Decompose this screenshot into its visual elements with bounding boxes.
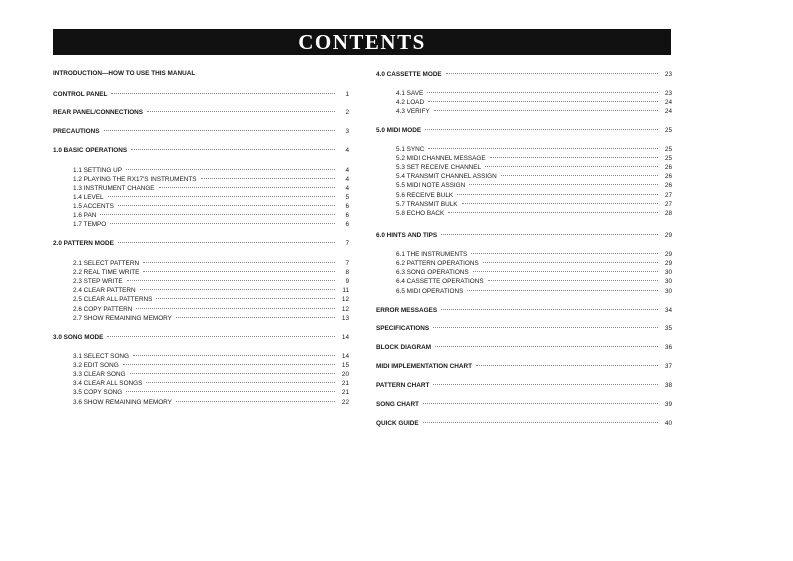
- toc-entry-page: 2: [345, 109, 349, 116]
- toc-entry-label: 2.2 REAL TIME WRITE: [73, 269, 140, 276]
- toc-entry-label: ERROR MESSAGES: [376, 307, 438, 314]
- toc-entry-label: 4.3 VERIFY: [396, 108, 430, 115]
- toc-entry-label: 1.2 PLAYING THE RX17'S INSTRUMENTS: [73, 176, 197, 183]
- toc-entry-label: 2.1 SELECT PATTERN: [73, 260, 140, 267]
- toc-entry-page: 6: [345, 221, 349, 228]
- toc-entry-page: 26: [664, 164, 672, 171]
- toc-entry-page: 29: [664, 251, 672, 258]
- toc-entry-page: 22: [341, 399, 349, 406]
- toc-entry-label: MIDI IMPLEMENTATION CHART: [376, 363, 472, 370]
- toc-entry-page: 23: [664, 90, 672, 97]
- toc-entry: [53, 240, 349, 250]
- toc-entry: [53, 315, 349, 325]
- toc-entry: [53, 91, 349, 101]
- toc-entry-label: 2.4 CLEAR PATTERN: [73, 287, 136, 294]
- toc-entry-label: CONTROL PANEL: [53, 91, 108, 98]
- toc-entry-page: 24: [664, 108, 672, 115]
- dot-leader: [425, 129, 658, 130]
- toc-entry-page: 14: [341, 334, 349, 341]
- dot-leader: [471, 253, 658, 254]
- toc-entry-label: 3.1 SELECT SONG: [73, 353, 129, 360]
- toc-entry-label: REAR PANEL/CONNECTIONS: [53, 109, 144, 116]
- toc-entry-page: 30: [664, 278, 672, 285]
- toc-entry-page: 21: [341, 380, 349, 387]
- toc-entry-page: 7: [345, 260, 349, 267]
- dot-leader: [433, 327, 658, 328]
- toc-entry: [376, 278, 672, 288]
- toc-entry-label: 5.1 SYNC: [396, 146, 425, 153]
- toc-entry-label: 4.1 SAVE: [396, 90, 424, 97]
- dot-leader: [433, 384, 658, 385]
- toc-entry: [53, 296, 349, 306]
- toc-entry-page: 15: [341, 362, 349, 369]
- toc-entry-page: 27: [664, 201, 672, 208]
- toc-entry: [376, 108, 672, 118]
- toc-entry-label: 5.3 SET RECEIVE CHANNEL: [396, 164, 482, 171]
- toc-entry: [376, 382, 672, 392]
- toc-entry-label: 5.4 TRANSMIT CHANNEL ASSIGN: [396, 173, 497, 180]
- dot-leader: [126, 391, 335, 392]
- toc-entry-label: 5.8 ECHO BACK: [396, 210, 445, 217]
- toc-entry: [53, 399, 349, 409]
- dot-leader: [140, 289, 335, 290]
- dot-leader: [176, 401, 335, 402]
- toc-entry-label: 1.0 BASIC OPERATIONS: [53, 147, 128, 154]
- toc-entry-label: 1.4 LEVEL: [73, 194, 104, 201]
- toc-entry-page: 13: [341, 315, 349, 322]
- dot-leader: [427, 92, 658, 93]
- toc-entry-label: PATTERN CHART: [376, 382, 430, 389]
- toc-entry: [53, 128, 349, 138]
- dot-leader: [143, 262, 335, 263]
- toc-entry-page: 34: [664, 307, 672, 314]
- dot-leader: [488, 280, 658, 281]
- dot-leader: [111, 93, 335, 94]
- toc-entry-label: 6.0 HINTS AND TIPS: [376, 232, 438, 239]
- toc-entry-page: 25: [664, 127, 672, 134]
- dot-leader: [126, 169, 335, 170]
- toc-entry-label: PRECAUTIONS: [53, 128, 100, 135]
- toc-entry-label: 3.2 EDIT SONG: [73, 362, 119, 369]
- toc-entry-page: 23: [664, 71, 672, 78]
- dot-leader: [136, 308, 335, 309]
- toc-entry-label: 2.6 COPY PATTERN: [73, 306, 133, 313]
- dot-leader: [133, 355, 335, 356]
- toc-entry: [376, 71, 672, 81]
- toc-entry-page: 39: [664, 401, 672, 408]
- dot-leader: [441, 309, 658, 310]
- toc-entry-label: 3.3 CLEAR SONG: [73, 371, 126, 378]
- toc-entry-label: 3.4 CLEAR ALL SONGS: [73, 380, 143, 387]
- toc-entry-page: 12: [341, 306, 349, 313]
- toc-entry-page: 4: [345, 147, 349, 154]
- dot-leader: [107, 336, 335, 337]
- toc-entry-page: 28: [664, 210, 672, 217]
- toc-entry: [376, 182, 672, 192]
- dot-leader: [448, 212, 658, 213]
- toc-entry-label: 6.1 THE INSTRUMENTS: [396, 251, 468, 258]
- dot-leader: [469, 184, 658, 185]
- toc-entry-page: 29: [664, 260, 672, 267]
- toc-entry-page: 37: [664, 363, 672, 370]
- toc-entry: [376, 344, 672, 354]
- toc-entry-label: 1.5 ACCENTS: [73, 203, 114, 210]
- toc-entry-label: 2.5 CLEAR ALL PATTERNS: [73, 296, 153, 303]
- toc-entry-page: 6: [345, 203, 349, 210]
- toc-entry-page: 7: [345, 240, 349, 247]
- toc-entry: [53, 109, 349, 119]
- toc-entry-page: 25: [664, 155, 672, 162]
- toc-entry-label: 5.0 MIDI MODE: [376, 127, 422, 134]
- toc-entry-page: 12: [341, 296, 349, 303]
- toc-entry-page: 21: [341, 389, 349, 396]
- toc-entry-label: 6.5 MIDI OPERATIONS: [396, 288, 464, 295]
- toc-entry-label: 5.5 MIDI NOTE ASSIGN: [396, 182, 466, 189]
- toc-entry-page: 4: [345, 167, 349, 174]
- toc-entry: [376, 363, 672, 373]
- toc-entry-page: 5: [345, 194, 349, 201]
- dot-leader: [490, 157, 658, 158]
- dot-leader: [467, 290, 658, 291]
- toc-entry: [376, 232, 672, 242]
- contents-title: CONTENTS: [53, 29, 671, 55]
- toc-entry-label: 1.3 INSTRUMENT CHANGE: [73, 185, 155, 192]
- dot-leader: [423, 422, 658, 423]
- toc-entry: [376, 401, 672, 411]
- toc-entry-page: 25: [664, 146, 672, 153]
- toc-entry-label: 4.0 CASSETTE MODE: [376, 71, 442, 78]
- toc-entry: [376, 127, 672, 137]
- dot-leader: [428, 101, 658, 102]
- toc-entry-label: 6.3 SONG OPERATIONS: [396, 269, 469, 276]
- toc-entry-page: 29: [664, 232, 672, 239]
- dot-leader: [423, 403, 658, 404]
- toc-entry-page: 11: [342, 287, 349, 294]
- dot-leader: [441, 234, 658, 235]
- dot-leader: [446, 73, 658, 74]
- toc-entry: [376, 210, 672, 220]
- toc-entry-label: 1.7 TEMPO: [73, 221, 107, 228]
- toc-entry-label: 5.6 RECEIVE BULK: [396, 192, 454, 199]
- toc-entry-page: 4: [345, 185, 349, 192]
- toc-entry-page: 36: [664, 344, 672, 351]
- dot-leader: [118, 242, 335, 243]
- dot-leader: [473, 271, 658, 272]
- dot-leader: [434, 110, 658, 111]
- toc-entry-page: 26: [664, 173, 672, 180]
- dot-leader: [501, 175, 658, 176]
- toc-entry-label: 6.2 PATTERN OPERATIONS: [396, 260, 479, 267]
- toc-entry-page: 9: [345, 278, 349, 285]
- dot-leader: [118, 205, 335, 206]
- dot-leader: [147, 111, 335, 112]
- toc-entry: [53, 221, 349, 231]
- dot-leader: [485, 166, 658, 167]
- toc-entry: [53, 147, 349, 157]
- toc-entry-page: 30: [664, 269, 672, 276]
- toc-entry-page: 38: [664, 382, 672, 389]
- toc-entry: [376, 307, 672, 317]
- toc-entry-label: INTRODUCTION—HOW TO USE THIS MANUAL: [53, 70, 196, 77]
- toc-entry-label: 1.6 PAN: [73, 212, 97, 219]
- toc-entry-label: 3.0 SONG MODE: [53, 334, 104, 341]
- dot-leader: [428, 148, 658, 149]
- toc-entry-label: BLOCK DIAGRAM: [376, 344, 432, 351]
- toc-entry-label: 4.2 LOAD: [396, 99, 425, 106]
- toc-entry-page: 4: [345, 176, 349, 183]
- toc-entry-label: 1.1 SETTING UP: [73, 167, 123, 174]
- toc-entry: [53, 70, 349, 80]
- dot-leader: [159, 187, 335, 188]
- dot-leader: [130, 373, 335, 374]
- toc-entry-page: 20: [341, 371, 349, 378]
- toc-entry-label: SONG CHART: [376, 401, 419, 408]
- toc-entry-label: SPECIFICATIONS: [376, 325, 430, 332]
- toc-entry-label: 5.2 MIDI CHANNEL MESSAGE: [396, 155, 486, 162]
- toc-entry: [376, 325, 672, 335]
- toc-entry-label: 2.7 SHOW REMAINING MEMORY: [73, 315, 172, 322]
- toc-entry-page: 8: [345, 269, 349, 276]
- dot-leader: [146, 382, 335, 383]
- toc-entry: [376, 420, 672, 430]
- dot-leader: [104, 130, 335, 131]
- dot-leader: [110, 223, 335, 224]
- dot-leader: [131, 149, 335, 150]
- toc-entry-page: 6: [345, 212, 349, 219]
- toc-entry: [53, 334, 349, 344]
- dot-leader: [143, 271, 335, 272]
- dot-leader: [201, 178, 335, 179]
- dot-leader: [100, 214, 335, 215]
- dot-leader: [127, 280, 335, 281]
- toc-entry-page: 24: [664, 99, 672, 106]
- toc-entry-page: 14: [341, 353, 349, 360]
- toc-entry-label: 5.7 TRANSMIT BULK: [396, 201, 458, 208]
- dot-leader: [476, 365, 658, 366]
- dot-leader: [435, 346, 658, 347]
- toc-entry-label: 2.0 PATTERN MODE: [53, 240, 114, 247]
- toc-entry-label: 6.4 CASSETTE OPERATIONS: [396, 278, 484, 285]
- toc-entry-page: 35: [664, 325, 672, 332]
- toc-entry-label: 2.3 STEP WRITE: [73, 278, 123, 285]
- dot-leader: [176, 317, 335, 318]
- toc-entry-label: 3.6 SHOW REMAINING MEMORY: [73, 399, 172, 406]
- toc-entry-page: 1: [345, 91, 349, 98]
- toc-entry-page: 30: [664, 288, 672, 295]
- toc-entry-page: 27: [664, 192, 672, 199]
- dot-leader: [457, 194, 658, 195]
- toc-entry-page: 3: [345, 128, 349, 135]
- dot-leader: [462, 203, 658, 204]
- toc-entry-label: 3.5 COPY SONG: [73, 389, 123, 396]
- toc-entry: [376, 288, 672, 298]
- dot-leader: [123, 364, 335, 365]
- toc-entry-page: 40: [664, 420, 672, 427]
- dot-leader: [483, 262, 658, 263]
- toc-entry-label: QUICK GUIDE: [376, 420, 419, 427]
- toc-entry: [53, 389, 349, 399]
- dot-leader: [108, 196, 335, 197]
- dot-leader: [156, 298, 335, 299]
- toc-entry-page: 26: [664, 182, 672, 189]
